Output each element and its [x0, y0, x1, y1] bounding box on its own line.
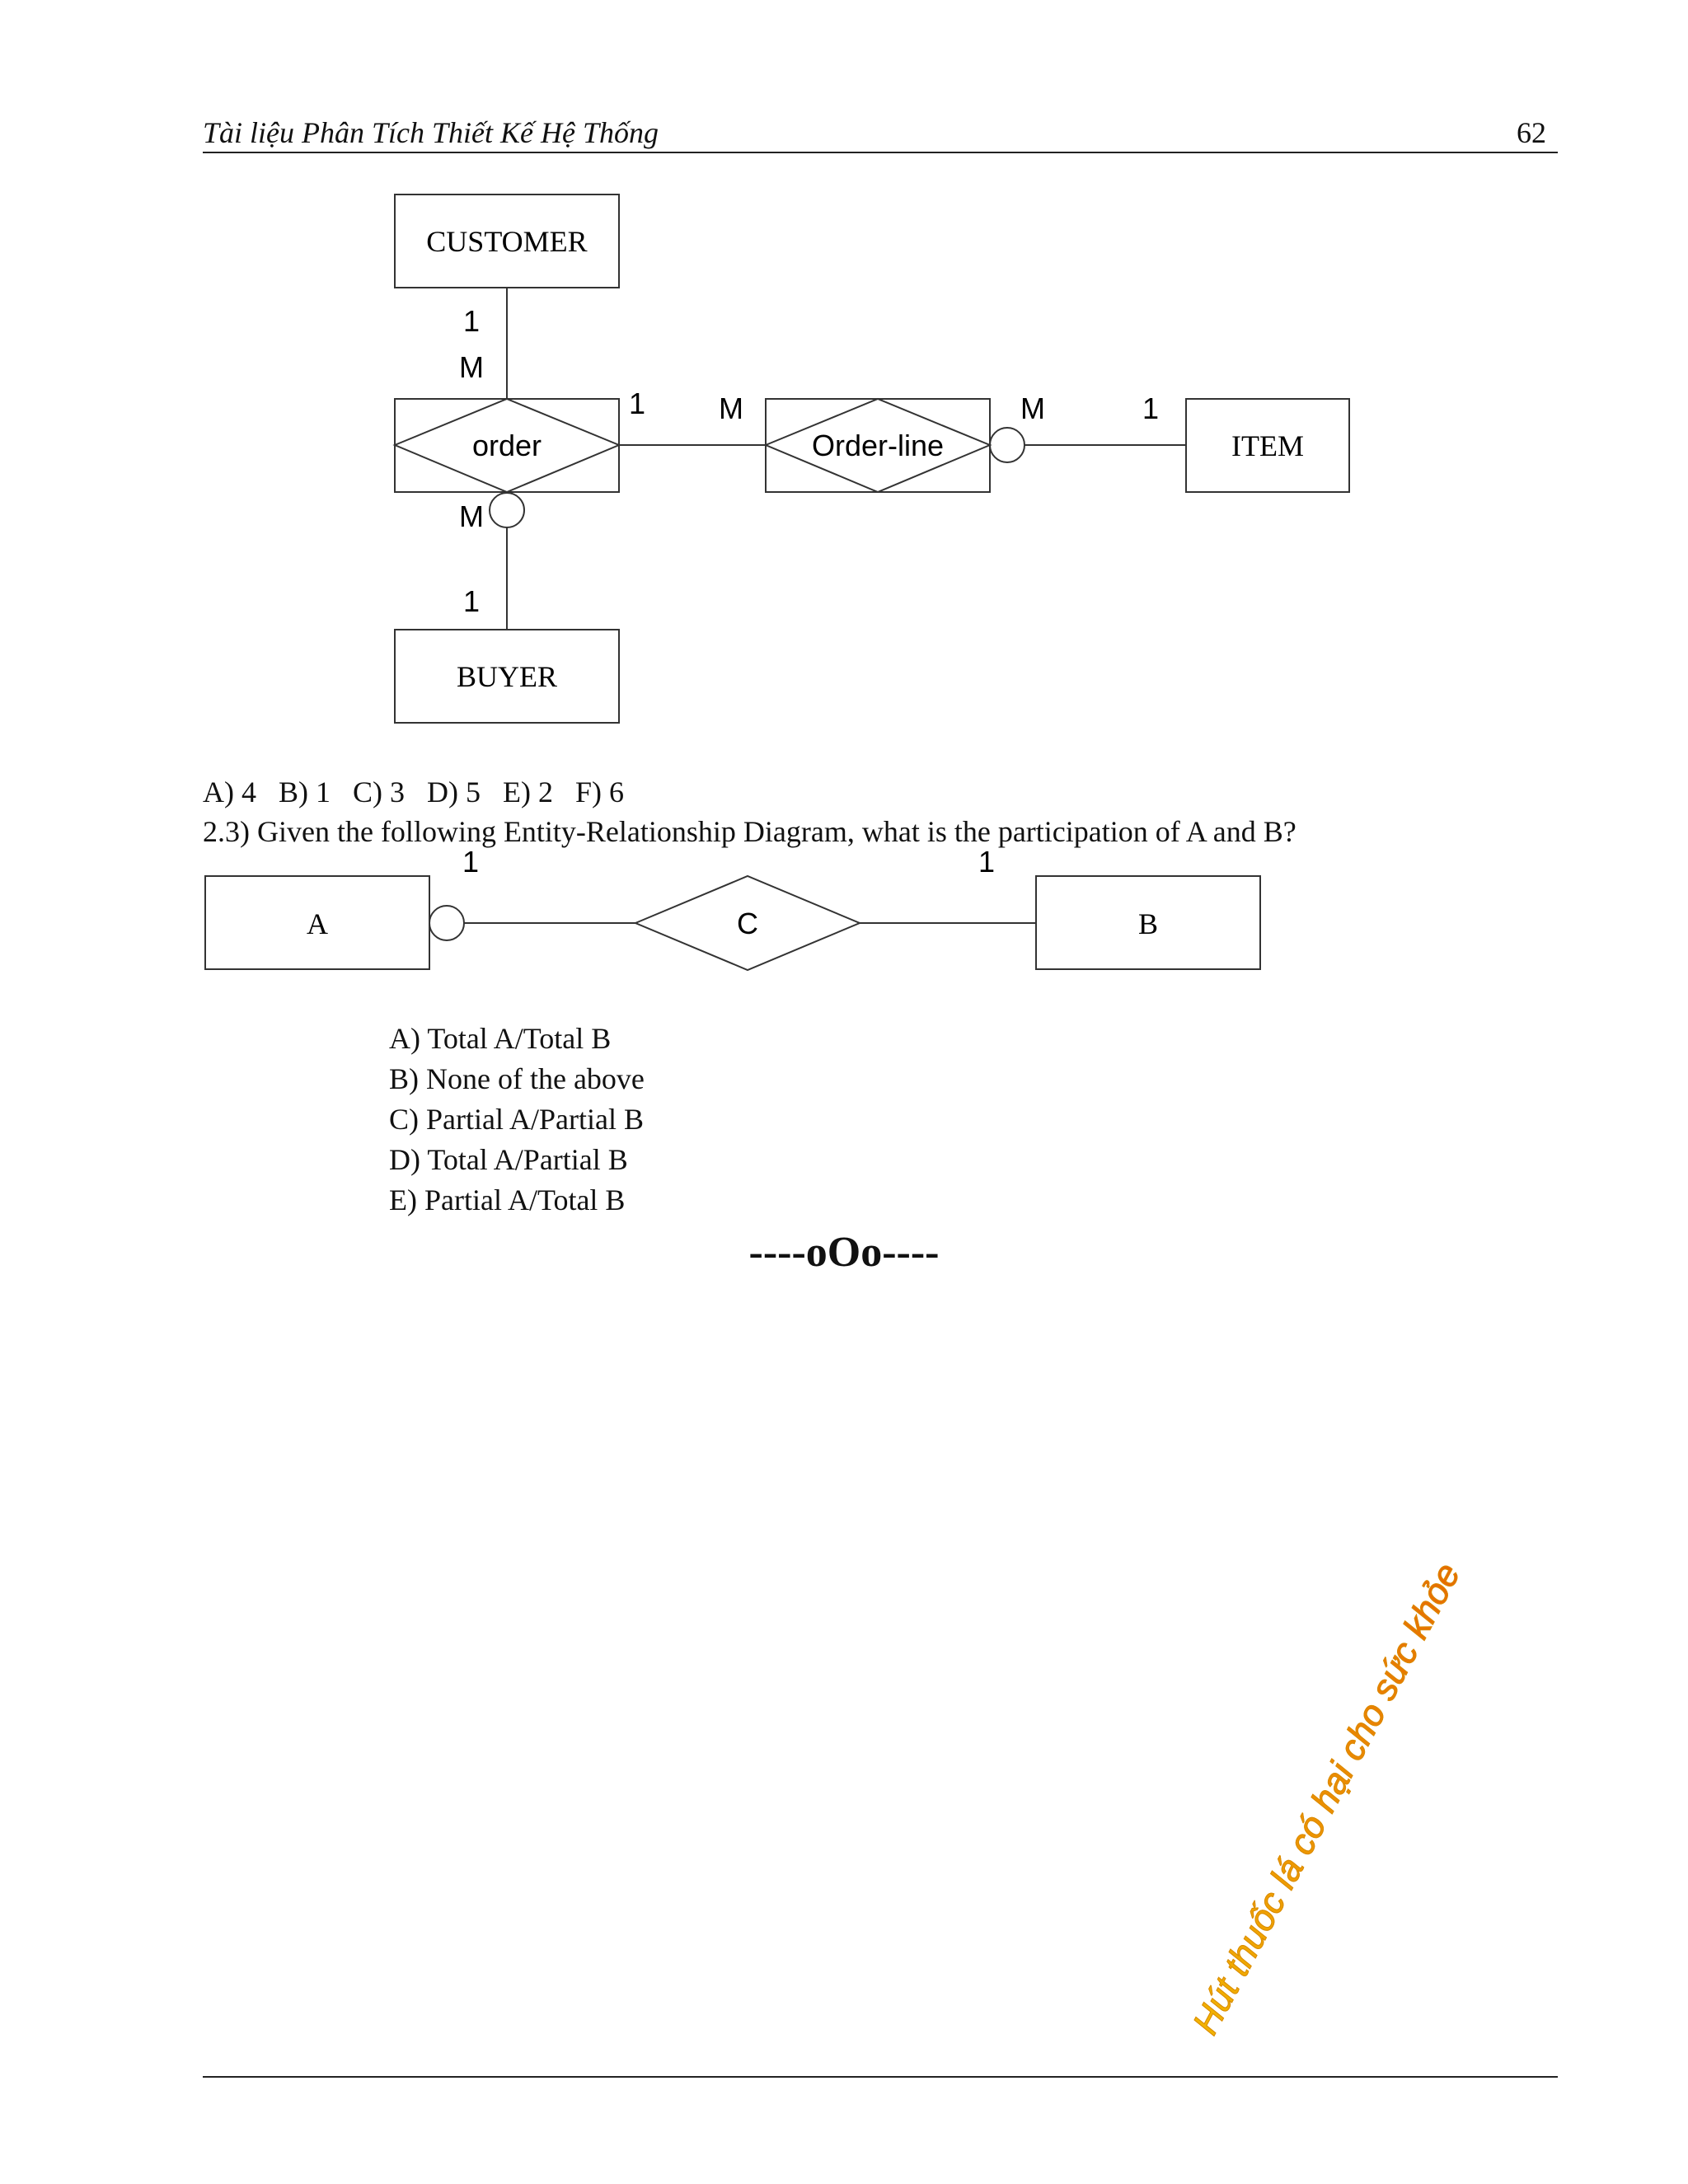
order-buyer-optional-circle	[490, 493, 524, 527]
entity-a-optional-circle	[429, 906, 464, 940]
item-label: ITEM	[1231, 429, 1304, 462]
watermark-text: Hút thuốc lá có hại cho sức khỏe	[1184, 1556, 1469, 2041]
order-top-cardinality: M	[459, 350, 484, 384]
option-a: A) Total A/Total B	[389, 1022, 612, 1055]
page-number: 62	[1517, 116, 1546, 149]
a-cardinality: 1	[462, 849, 480, 879]
er-diagram-order	[0, 0, 1688, 742]
section-divider: ----oOo----	[748, 1229, 940, 1276]
orderline-optional-circle	[990, 428, 1025, 462]
option-b: B) None of the above	[389, 1062, 645, 1095]
header-title: Tài liệu Phân Tích Thiết Kế Hệ Thống	[203, 116, 659, 149]
item-cardinality: 1	[1142, 391, 1160, 425]
b-cardinality: 1	[978, 849, 996, 879]
option-e: E) Partial A/Total B	[389, 1183, 626, 1216]
buyer-label: BUYER	[456, 660, 558, 693]
customer-label: CUSTOMER	[426, 225, 588, 258]
answer-choices-line: A) 4 B) 1 C) 3 D) 5 E) 2 F) 6	[203, 776, 624, 808]
buyer-cardinality: 1	[462, 584, 481, 618]
orderline-right-cardinality: M	[1020, 391, 1045, 425]
er-diagram-abc	[0, 849, 1688, 997]
order-label: order	[471, 429, 542, 462]
entity-a-label: A	[307, 907, 328, 940]
option-c: C) Partial A/Partial B	[389, 1103, 644, 1136]
customer-cardinality: 1	[462, 304, 481, 338]
orderline-label: Order-line	[811, 429, 945, 462]
option-d: D) Total A/Partial B	[389, 1143, 628, 1176]
entity-b-label: B	[1137, 907, 1159, 940]
footer-rule	[203, 2076, 1558, 2078]
order-right-cardinality: 1	[628, 387, 646, 420]
options-list	[389, 1019, 645, 1221]
relationship-c-label: C	[737, 907, 758, 940]
order-bottom-cardinality: M	[459, 499, 484, 533]
question-2-3: 2.3) Given the following Entity-Relationship Diagram, what is the participation of A and B?	[203, 815, 1296, 848]
orderline-left-cardinality: M	[719, 391, 743, 425]
